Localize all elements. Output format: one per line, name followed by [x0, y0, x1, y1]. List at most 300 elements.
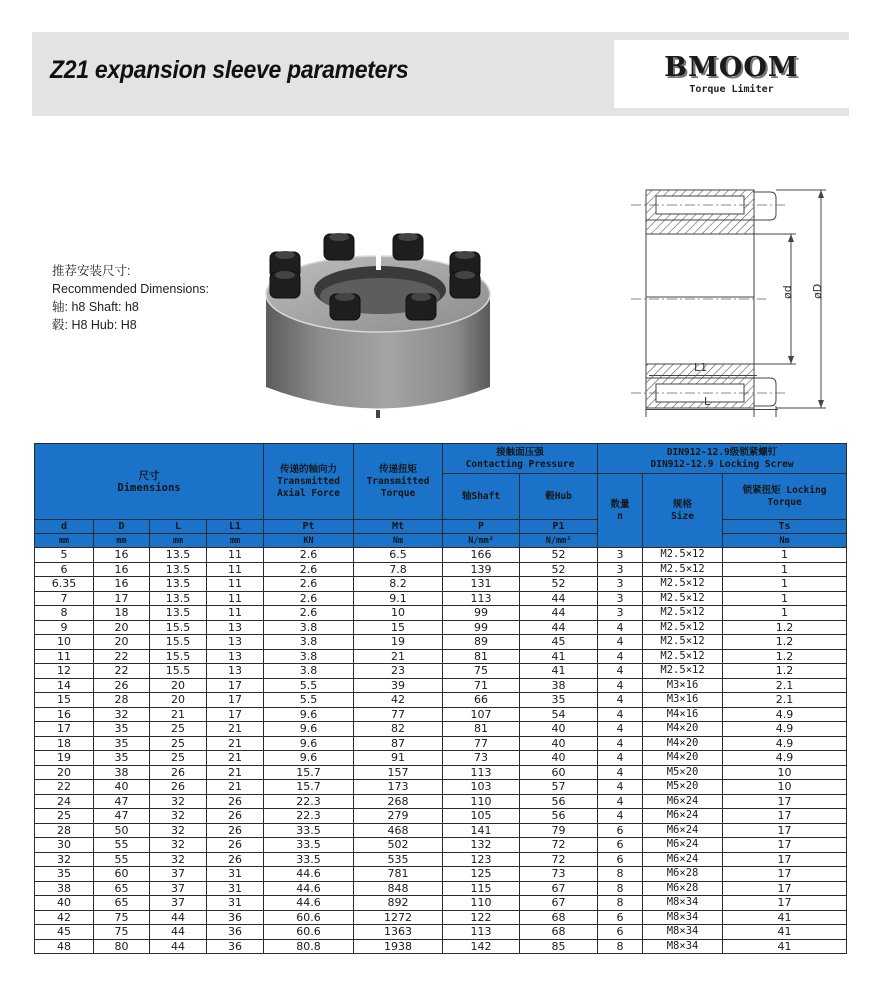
- table-row: [35, 751, 847, 766]
- cell-Mt: 1363: [354, 925, 443, 940]
- cell-Pt: 44.6: [264, 881, 354, 896]
- cell-n: 8: [598, 881, 643, 896]
- cell-Pt: 22.3: [264, 794, 354, 809]
- cell-L1: 31: [207, 867, 264, 882]
- cell-n: 4: [598, 664, 643, 679]
- cell-P1: 72: [520, 852, 598, 867]
- cell-Pt: 80.8: [264, 939, 354, 954]
- cell-Mt: 502: [354, 838, 443, 853]
- unit-L1: mm: [207, 534, 264, 548]
- cell-Mt: 91: [354, 751, 443, 766]
- cell-Mt: 21: [354, 649, 443, 664]
- cell-size: M4×20: [643, 751, 723, 766]
- cell-Ts: 41: [723, 939, 847, 954]
- cell-Ts: 2.1: [723, 693, 847, 708]
- cell-Ts: 1.2: [723, 664, 847, 679]
- cell-P1: 73: [520, 867, 598, 882]
- cell-P1: 52: [520, 577, 598, 592]
- cell-size: M6×28: [643, 881, 723, 896]
- cell-size: M8×34: [643, 939, 723, 954]
- table-row: [35, 591, 847, 606]
- cell-d: 10: [35, 635, 94, 650]
- cell-L: 25: [150, 751, 207, 766]
- table-row: [35, 925, 847, 940]
- cell-L1: 36: [207, 939, 264, 954]
- cell-Ts: 1: [723, 591, 847, 606]
- table-row: [35, 562, 847, 577]
- cell-size: M8×34: [643, 925, 723, 940]
- cell-P: 75: [443, 664, 520, 679]
- cell-n: 3: [598, 548, 643, 563]
- table-row: [35, 635, 847, 650]
- cell-L1: 13: [207, 620, 264, 635]
- logo-wordmark: BMOOM: [664, 52, 799, 83]
- cell-P: 113: [443, 591, 520, 606]
- cell-Ts: 17: [723, 867, 847, 882]
- cell-d: 25: [35, 809, 94, 824]
- cell-d: 32: [35, 852, 94, 867]
- cell-Mt: 279: [354, 809, 443, 824]
- cell-D: 60: [94, 867, 150, 882]
- cell-Pt: 33.5: [264, 838, 354, 853]
- symbol-Ts: Ts: [723, 520, 847, 534]
- cell-d: 38: [35, 881, 94, 896]
- table-row: [35, 780, 847, 795]
- cell-D: 35: [94, 736, 150, 751]
- cell-size: M2.5×12: [643, 548, 723, 563]
- cell-size: M6×24: [643, 823, 723, 838]
- cell-d: 28: [35, 823, 94, 838]
- cell-P: 115: [443, 881, 520, 896]
- cell-D: 22: [94, 649, 150, 664]
- cell-d: 17: [35, 722, 94, 737]
- cell-size: M6×24: [643, 809, 723, 824]
- cell-L1: 13: [207, 664, 264, 679]
- symbol-L: L: [150, 520, 207, 534]
- cell-Ts: 1.2: [723, 620, 847, 635]
- cell-P1: 44: [520, 620, 598, 635]
- cell-L: 20: [150, 693, 207, 708]
- cell-Pt: 33.5: [264, 852, 354, 867]
- cell-P: 110: [443, 896, 520, 911]
- cell-P: 105: [443, 809, 520, 824]
- unit-P1: N/mm²: [520, 534, 598, 548]
- cell-L: 15.5: [150, 635, 207, 650]
- table-row: [35, 577, 847, 592]
- cell-d: 16: [35, 707, 94, 722]
- cell-D: 32: [94, 707, 150, 722]
- cell-n: 4: [598, 722, 643, 737]
- cell-n: 4: [598, 809, 643, 824]
- cell-Pt: 3.8: [264, 664, 354, 679]
- cell-P1: 41: [520, 664, 598, 679]
- cell-Mt: 468: [354, 823, 443, 838]
- unit-Pt: KN: [264, 534, 354, 548]
- page-title: Z21 expansion sleeve parameters: [50, 56, 409, 84]
- cell-d: 5: [35, 548, 94, 563]
- quantity-header: 数量 n: [598, 474, 643, 548]
- l-label: L: [704, 395, 711, 408]
- cell-D: 17: [94, 591, 150, 606]
- cell-D: 35: [94, 751, 150, 766]
- cell-n: 3: [598, 562, 643, 577]
- cell-L: 32: [150, 852, 207, 867]
- cell-n: 8: [598, 896, 643, 911]
- cell-P: 77: [443, 736, 520, 751]
- cell-L1: 17: [207, 693, 264, 708]
- cell-d: 8: [35, 606, 94, 621]
- cell-Ts: 1: [723, 577, 847, 592]
- cell-d: 42: [35, 910, 94, 925]
- cell-d: 40: [35, 896, 94, 911]
- cell-Mt: 535: [354, 852, 443, 867]
- cell-P1: 35: [520, 693, 598, 708]
- cell-Ts: 10: [723, 765, 847, 780]
- cell-L1: 11: [207, 562, 264, 577]
- cell-Mt: 9.1: [354, 591, 443, 606]
- cell-d: 15: [35, 693, 94, 708]
- table-body: [35, 548, 847, 954]
- cell-Mt: 82: [354, 722, 443, 737]
- cell-D: 75: [94, 925, 150, 940]
- cell-d: 18: [35, 736, 94, 751]
- cell-L: 37: [150, 867, 207, 882]
- symbol-d: d: [35, 520, 94, 534]
- cell-size: M2.5×12: [643, 606, 723, 621]
- cell-D: 47: [94, 809, 150, 824]
- cell-n: 4: [598, 780, 643, 795]
- table-row: [35, 823, 847, 838]
- cell-Pt: 2.6: [264, 562, 354, 577]
- cell-D: 35: [94, 722, 150, 737]
- cell-size: M3×16: [643, 693, 723, 708]
- l1-label: L1: [694, 361, 708, 374]
- unit-L: mm: [150, 534, 207, 548]
- cell-D: 65: [94, 881, 150, 896]
- table-row: [35, 620, 847, 635]
- cell-Mt: 8.2: [354, 577, 443, 592]
- table-row: [35, 693, 847, 708]
- cell-L: 44: [150, 925, 207, 940]
- unit-P: N/mm²: [443, 534, 520, 548]
- cell-Ts: 4.9: [723, 722, 847, 737]
- cell-P: 89: [443, 635, 520, 650]
- cell-L1: 11: [207, 548, 264, 563]
- cell-Ts: 1: [723, 606, 847, 621]
- cell-L1: 11: [207, 606, 264, 621]
- cell-L: 44: [150, 910, 207, 925]
- table-row: [35, 736, 847, 751]
- cell-D: 50: [94, 823, 150, 838]
- cell-d: 9: [35, 620, 94, 635]
- cell-L1: 11: [207, 591, 264, 606]
- cell-L: 32: [150, 794, 207, 809]
- table-row: [35, 664, 847, 679]
- cell-D: 55: [94, 852, 150, 867]
- cell-Ts: 4.9: [723, 707, 847, 722]
- rec-line-en: Recommended Dimensions:: [52, 282, 210, 296]
- table-row: [35, 910, 847, 925]
- cell-D: 55: [94, 838, 150, 853]
- cell-Pt: 60.6: [264, 910, 354, 925]
- cell-n: 6: [598, 838, 643, 853]
- cell-Ts: 1: [723, 548, 847, 563]
- hub-header: 毂Hub: [520, 474, 598, 520]
- cell-P: 131: [443, 577, 520, 592]
- cell-size: M4×20: [643, 736, 723, 751]
- cell-n: 4: [598, 678, 643, 693]
- cell-Pt: 3.8: [264, 635, 354, 650]
- cell-P1: 67: [520, 881, 598, 896]
- locking-screw-header: DIN912-12.9级锁紧螺钉 DIN912-12.9 Locking Screw: [598, 444, 847, 474]
- cell-L: 20: [150, 678, 207, 693]
- cell-Pt: 15.7: [264, 765, 354, 780]
- cell-n: 4: [598, 736, 643, 751]
- cell-L1: 26: [207, 823, 264, 838]
- symbol-P1: P1: [520, 520, 598, 534]
- cell-d: 24: [35, 794, 94, 809]
- cell-n: 3: [598, 591, 643, 606]
- cell-P: 71: [443, 678, 520, 693]
- cell-L1: 26: [207, 809, 264, 824]
- cell-P: 81: [443, 722, 520, 737]
- cell-P1: 68: [520, 925, 598, 940]
- cell-P1: 57: [520, 780, 598, 795]
- cell-size: M4×20: [643, 722, 723, 737]
- cell-d: 22: [35, 780, 94, 795]
- cell-size: M6×24: [643, 852, 723, 867]
- cell-size: M2.5×12: [643, 649, 723, 664]
- cell-d: 45: [35, 925, 94, 940]
- cell-P: 99: [443, 606, 520, 621]
- cell-P1: 40: [520, 736, 598, 751]
- cell-D: 20: [94, 635, 150, 650]
- cell-P: 81: [443, 649, 520, 664]
- cell-P1: 41: [520, 649, 598, 664]
- cell-L: 15.5: [150, 620, 207, 635]
- table-row: [35, 838, 847, 853]
- cell-L: 13.5: [150, 577, 207, 592]
- cell-Pt: 5.5: [264, 693, 354, 708]
- cell-Mt: 19: [354, 635, 443, 650]
- cell-n: 4: [598, 693, 643, 708]
- cell-L: 37: [150, 881, 207, 896]
- cell-Mt: 781: [354, 867, 443, 882]
- cell-size: M4×16: [643, 707, 723, 722]
- cell-P: 66: [443, 693, 520, 708]
- unit-Ts: Nm: [723, 534, 847, 548]
- cell-P: 103: [443, 780, 520, 795]
- cell-Mt: 892: [354, 896, 443, 911]
- rec-hub: 毂: H8 Hub: H8: [52, 318, 137, 332]
- cell-d: 6: [35, 562, 94, 577]
- cell-P: 107: [443, 707, 520, 722]
- cell-Mt: 1272: [354, 910, 443, 925]
- cell-P1: 56: [520, 809, 598, 824]
- cell-P1: 67: [520, 896, 598, 911]
- cell-D: 22: [94, 664, 150, 679]
- cell-P: 73: [443, 751, 520, 766]
- cell-Ts: 17: [723, 838, 847, 853]
- l-dimension-line: [646, 409, 778, 410]
- cell-size: M6×24: [643, 838, 723, 853]
- unit-d: mm: [35, 534, 94, 548]
- cell-D: 28: [94, 693, 150, 708]
- cell-D: 38: [94, 765, 150, 780]
- cell-n: 6: [598, 910, 643, 925]
- table-row: [35, 722, 847, 737]
- cell-D: 47: [94, 794, 150, 809]
- cell-D: 20: [94, 620, 150, 635]
- cell-L: 37: [150, 896, 207, 911]
- cell-Pt: 9.6: [264, 722, 354, 737]
- symbol-Pt: Pt: [264, 520, 354, 534]
- cell-Pt: 2.6: [264, 591, 354, 606]
- symbol-P: P: [443, 520, 520, 534]
- brand-logo: [614, 40, 849, 108]
- cell-D: 75: [94, 910, 150, 925]
- cell-L: 26: [150, 765, 207, 780]
- cell-Ts: 4.9: [723, 736, 847, 751]
- table-row: [35, 896, 847, 911]
- size-header: 规格 Size: [643, 474, 723, 548]
- cell-Ts: 1: [723, 562, 847, 577]
- cell-P1: 44: [520, 591, 598, 606]
- unit-D: mm: [94, 534, 150, 548]
- cell-n: 3: [598, 577, 643, 592]
- cell-L1: 21: [207, 722, 264, 737]
- cell-Ts: 2.1: [723, 678, 847, 693]
- cell-Ts: 17: [723, 823, 847, 838]
- cell-P: 141: [443, 823, 520, 838]
- cell-size: M2.5×12: [643, 664, 723, 679]
- cell-L1: 21: [207, 736, 264, 751]
- cell-d: 20: [35, 765, 94, 780]
- cell-Pt: 3.8: [264, 620, 354, 635]
- cell-d: 35: [35, 867, 94, 882]
- cell-size: M2.5×12: [643, 635, 723, 650]
- cell-D: 40: [94, 780, 150, 795]
- cell-P: 113: [443, 765, 520, 780]
- cell-L: 25: [150, 736, 207, 751]
- torque-header: 传递扭矩 Transmitted Torque: [354, 444, 443, 520]
- product-photo: [258, 222, 498, 422]
- cell-n: 4: [598, 765, 643, 780]
- cell-P: 122: [443, 910, 520, 925]
- cell-L1: 17: [207, 678, 264, 693]
- cell-Mt: 157: [354, 765, 443, 780]
- cell-n: 8: [598, 939, 643, 954]
- cell-Mt: 15: [354, 620, 443, 635]
- table-row: [35, 852, 847, 867]
- locking-torque-header: 锁紧扭矩 Locking Torque: [723, 474, 847, 520]
- table-row: [35, 765, 847, 780]
- symbol-D: D: [94, 520, 150, 534]
- cell-P1: 44: [520, 606, 598, 621]
- cell-Pt: 2.6: [264, 606, 354, 621]
- cell-Ts: 17: [723, 881, 847, 896]
- cell-size: M2.5×12: [643, 562, 723, 577]
- cell-d: 30: [35, 838, 94, 853]
- cell-n: 3: [598, 606, 643, 621]
- cell-Pt: 2.6: [264, 577, 354, 592]
- cell-d: 19: [35, 751, 94, 766]
- cell-P: 166: [443, 548, 520, 563]
- diameter-d-label: ød: [781, 285, 794, 299]
- cell-L: 26: [150, 780, 207, 795]
- cell-P1: 52: [520, 562, 598, 577]
- cell-P: 142: [443, 939, 520, 954]
- cell-P1: 60: [520, 765, 598, 780]
- cell-Mt: 6.5: [354, 548, 443, 563]
- cell-Pt: 9.6: [264, 707, 354, 722]
- table-row: [35, 707, 847, 722]
- cell-Pt: 9.6: [264, 751, 354, 766]
- cell-n: 4: [598, 620, 643, 635]
- cell-D: 16: [94, 577, 150, 592]
- cell-P1: 38: [520, 678, 598, 693]
- cell-P: 99: [443, 620, 520, 635]
- cell-d: 14: [35, 678, 94, 693]
- cell-size: M6×24: [643, 794, 723, 809]
- recommended-dimensions: [52, 262, 209, 334]
- cell-P1: 40: [520, 751, 598, 766]
- cell-L: 25: [150, 722, 207, 737]
- cell-P1: 68: [520, 910, 598, 925]
- cell-L1: 21: [207, 751, 264, 766]
- cell-Ts: 17: [723, 852, 847, 867]
- cell-size: M8×34: [643, 896, 723, 911]
- cell-size: M3×16: [643, 678, 723, 693]
- cell-Pt: 5.5: [264, 678, 354, 693]
- logo-tagline: Torque Limiter: [689, 84, 774, 95]
- cell-L1: 21: [207, 780, 264, 795]
- cell-size: M2.5×12: [643, 577, 723, 592]
- diameter-D-label: øD: [811, 283, 824, 299]
- cell-D: 16: [94, 548, 150, 563]
- cell-P: 110: [443, 794, 520, 809]
- cell-d: 48: [35, 939, 94, 954]
- cell-Pt: 3.8: [264, 649, 354, 664]
- cell-P: 139: [443, 562, 520, 577]
- axial-force-header: 传递的轴向力 Transmitted Axial Force: [264, 444, 354, 520]
- cell-P: 132: [443, 838, 520, 853]
- cell-n: 4: [598, 707, 643, 722]
- cell-Mt: 87: [354, 736, 443, 751]
- cell-Mt: 1938: [354, 939, 443, 954]
- table-row: [35, 794, 847, 809]
- cell-Mt: 23: [354, 664, 443, 679]
- pressure-header: 接触面压强 Contacting Pressure: [443, 444, 598, 474]
- cell-L1: 26: [207, 794, 264, 809]
- cell-Mt: 173: [354, 780, 443, 795]
- cell-P1: 72: [520, 838, 598, 853]
- cell-Mt: 7.8: [354, 562, 443, 577]
- cell-d: 11: [35, 649, 94, 664]
- cell-Ts: 1.2: [723, 649, 847, 664]
- cell-Ts: 41: [723, 925, 847, 940]
- cell-Mt: 77: [354, 707, 443, 722]
- cell-Mt: 42: [354, 693, 443, 708]
- technical-drawing: [626, 182, 841, 417]
- table-row: [35, 881, 847, 896]
- cell-L1: 13: [207, 649, 264, 664]
- cell-Ts: 17: [723, 794, 847, 809]
- cell-L: 13.5: [150, 562, 207, 577]
- cell-n: 6: [598, 823, 643, 838]
- cell-P: 125: [443, 867, 520, 882]
- cell-n: 4: [598, 649, 643, 664]
